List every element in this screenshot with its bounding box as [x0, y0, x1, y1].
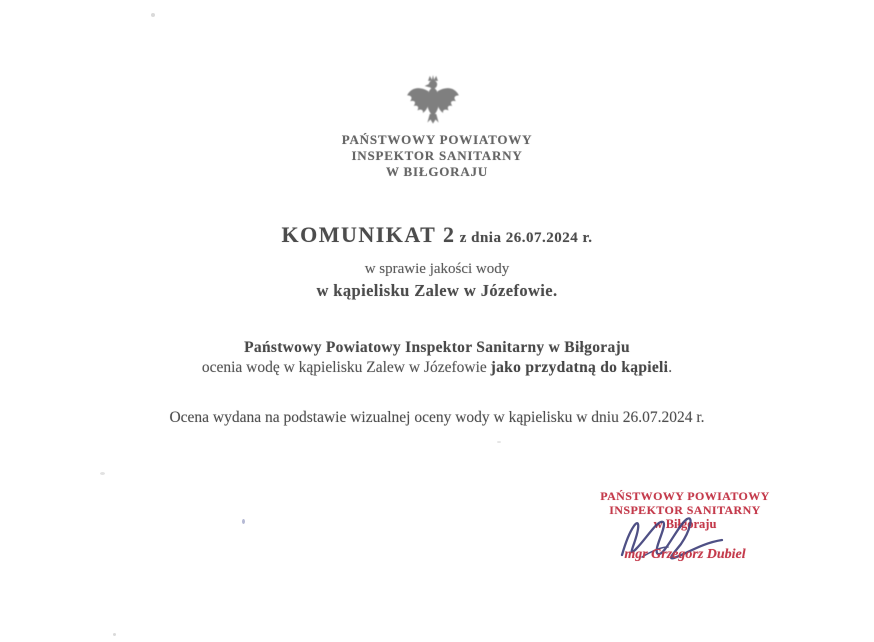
scan-artifact-speck — [113, 633, 116, 636]
statement-normal-text: ocenia wodę w kąpielisku Zalew w Józefowie — [201, 359, 491, 376]
letterhead-line-3: W BIŁGORAJU — [385, 164, 489, 179]
scan-artifact-speck — [497, 441, 501, 443]
statement-period: . — [668, 359, 673, 376]
statement-verdict-text: jako przydatną do kąpieli — [490, 359, 669, 376]
stamp-line-3: w Biłgoraju — [653, 517, 717, 531]
emblem-container — [0, 69, 866, 134]
official-stamp — [596, 489, 774, 579]
stamp-line-2: INSPEKTOR SANITARNY — [609, 503, 761, 517]
subject-line-2: w kąpielisku Zalew w Józefowie. — [316, 281, 558, 300]
letterhead-line-1: PAŃSTWOWY POWIATOWY — [341, 132, 533, 147]
stamp-signer-name: mgr Grzegorz Dubiel — [624, 547, 746, 562]
stamp-line-1: PAŃSTWOWY POWIATOWY — [600, 489, 770, 503]
communique-title-date: z dnia 26.07.2024 r. — [455, 230, 593, 246]
statement-line-2 — [0, 359, 874, 377]
polish-eagle-icon — [404, 69, 462, 129]
statement-line-1: Państwowy Powiatowy Inspektor Sanitarny w Biłgoraju — [244, 339, 630, 356]
communique-title — [0, 222, 874, 248]
letterhead-line-2: INSPEKTOR SANITARNY — [351, 148, 523, 163]
scan-artifact-speck — [242, 519, 245, 524]
subject-line-1: w sprawie jakości wody — [364, 261, 510, 277]
scan-artifact-speck — [151, 13, 155, 17]
assessment-basis-line: Ocena wydana na podstawie wizualnej oceny wody w kąpielisku w dniu 26.07.2024 r. — [169, 409, 705, 426]
scan-artifact-speck — [100, 472, 105, 475]
communique-title-main: KOMUNIKAT 2 — [281, 222, 456, 247]
